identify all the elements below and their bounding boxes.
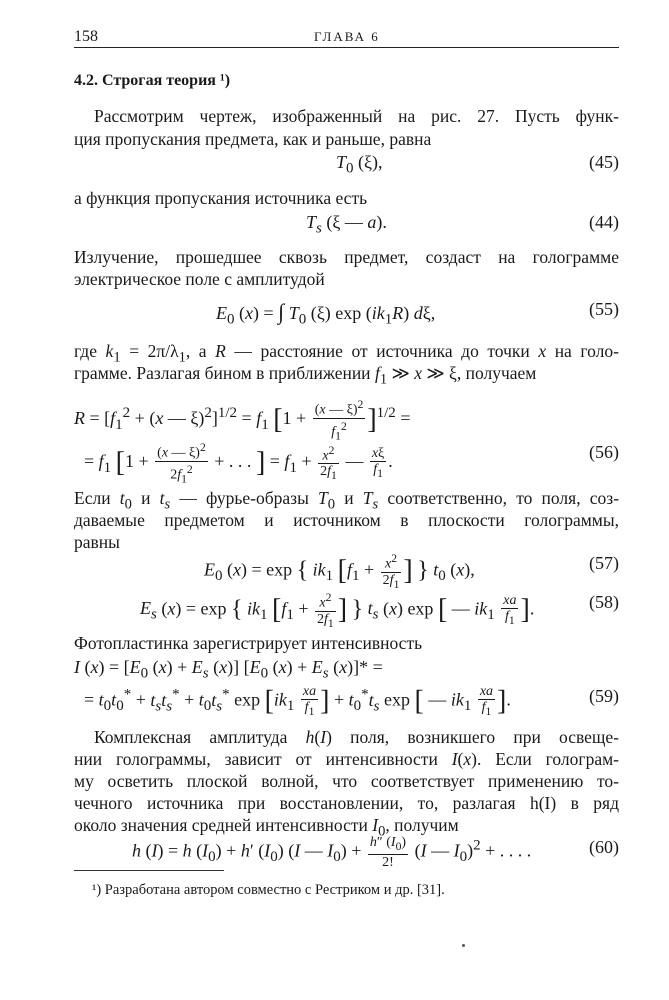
text-run: соответственно, то поля, соз- [378, 488, 620, 508]
equation-58: $E_s$ (x) = exp { $ik_1$ [$f_1$ + $\frac{x^2}{2f_1}$ ] } $t_s$ (x) exp [ — $ik_1$ $\frac{xa}{f_1}$ ]. (58) [140, 591, 619, 630]
equation-55: $E_0$ (x) = ∫ $T_0$ (ξ) $\exp (ik_1R)$ dξ, (55) [216, 299, 619, 328]
text-run: , получаем [456, 363, 537, 383]
paragraph-line: нии голограммы, зависит от интенсивности I(x). Если голограм- [74, 749, 619, 769]
text-run: около значения средней интенсивности [74, 815, 373, 835]
equation-number: (45) [589, 152, 619, 172]
text-run: поля, возникшего при освеще- [331, 727, 620, 747]
paragraph-line: Рассмотрим чертеж, изображенный на рис. 27. Пусть функ- [94, 106, 619, 126]
page-header [74, 28, 619, 48]
equation-60: h (I) = h $(I_0) + h'$ $(I_0)$ (I — $I_0$) + $\frac{h'' (I_0)}{2!}$ (I — $I_0)^2$ + . . . . (60) [132, 835, 619, 870]
text-run: , получим [385, 815, 459, 835]
equation-44: $T_s$ (ξ — a). (44) [306, 212, 619, 237]
equation-number: (55) [589, 299, 619, 319]
text-run: нии голограммы, зависит от интенсивности [74, 749, 452, 769]
paragraph-line: около значения средней интенсивности $I_0$, получим [74, 815, 459, 840]
equation-45: $T_0$ (ξ), (45) [336, 152, 619, 177]
text-run: Комплексная амплитуда [94, 727, 306, 747]
equation-59-line1: I $(x) = [E_0$ $(x) + E_s$ (x)] [$E_0$ $(x) + E_s$ (x)]* = [74, 657, 383, 682]
equation-number: (59) [589, 686, 619, 706]
text-run: грамме. Разлагая бином в приближении [74, 363, 375, 383]
header-rule [74, 47, 619, 48]
equation-56-line1: $R = [f_1^2 + (x$ — $\xi)^2]^{1/2} = f_1$ [1 + $\frac{(x — \xi)^2}{f_1^2}$ ]$^{1/2}$ = [74, 398, 411, 443]
section-title: 4.2. Строгая теория ¹) [74, 72, 231, 89]
equation-number: (44) [589, 212, 619, 232]
print-speck [462, 944, 465, 947]
paragraph-line: где $k_1 = 2\pi/\lambda_1$, а R — расстояние от источника до точки x на голо- [74, 341, 619, 366]
text-run: — фурье-образы [170, 488, 319, 508]
paragraph-line: Если $t_0$ и $t_s$ — фурье-образы $T_0$ и $T_s$ соответственно, то поля, соз- [74, 488, 620, 513]
paragraph-line: а функция пропускания источника есть [74, 188, 368, 208]
text-run: . Если голограм- [476, 749, 619, 769]
paragraph-line: ция пропускания предмета, как и раньше, равна [74, 129, 432, 149]
paragraph-line: чечного источника при восстановлении, то, разлагая h(I) в ряд [74, 793, 619, 813]
text-run: где [74, 341, 106, 361]
running-head: ГЛАВА 6 [314, 29, 380, 44]
paragraph-line: му осветить плоской волной, что соответствует применению то- [74, 771, 619, 791]
text-run: на голо- [546, 341, 619, 361]
text-run: Если [74, 488, 120, 508]
paragraph-line: Комплексная амплитуда h(I) поля, возникшего при освеще- [94, 727, 620, 747]
paragraph-line: грамме. Разлагая бином в приближении $f_1$ ≫ x ≫ ξ, получаем [74, 363, 537, 388]
text-run: и [131, 488, 160, 508]
footnote-rule [74, 870, 224, 871]
equation-56-line2: = $f_1$ [1 + $\frac{(x — \xi)^2}{2f_1^2}$ + . . . ] = $f_1$ + $\frac{x^2}{2f_1}$ — $\frac{x\xi}{f_1}$ . (56) [84, 441, 619, 486]
equation-number: (57) [589, 553, 619, 573]
paragraph-line: Излучение, прошедшее сквозь предмет, создаст на голограмме [74, 247, 619, 267]
paragraph-line: равны [74, 532, 120, 552]
page-number: 158 [74, 28, 98, 45]
paragraph-line: электрическое поле с амплитудой [74, 269, 325, 289]
footnote: ¹) Разработана автором совместно с Рестриком и др. [31]. [92, 882, 445, 898]
equation-57: $E_0$ (x) = exp { $ik_1$ [$f_1$ + $\frac{x^2}{2f_1}$ ] } $t_0$ (x), (57) [204, 552, 619, 591]
text-run: — расстояние от источника до точки [225, 341, 539, 361]
text-run: , а [185, 341, 216, 361]
equation-number: (58) [589, 592, 619, 612]
equation-59-line2: = $t_0t_0^* + t_st_s^* + t_0t_s^*$ $\exp [ik_1$ $\frac{xa}{f_1}$ ] + $t_0^*t_s$ exp [ — $ik_1$ $\frac{xa}{f_1}$ ]. (59) [84, 684, 619, 718]
equation-number: (56) [589, 442, 619, 462]
equation-number: (60) [589, 837, 619, 857]
paragraph-line: даваемые предметом и источником в плоскости голограммы, [74, 510, 619, 530]
paragraph-line: Фотопластинка зарегистрирует интенсивность [74, 633, 423, 653]
